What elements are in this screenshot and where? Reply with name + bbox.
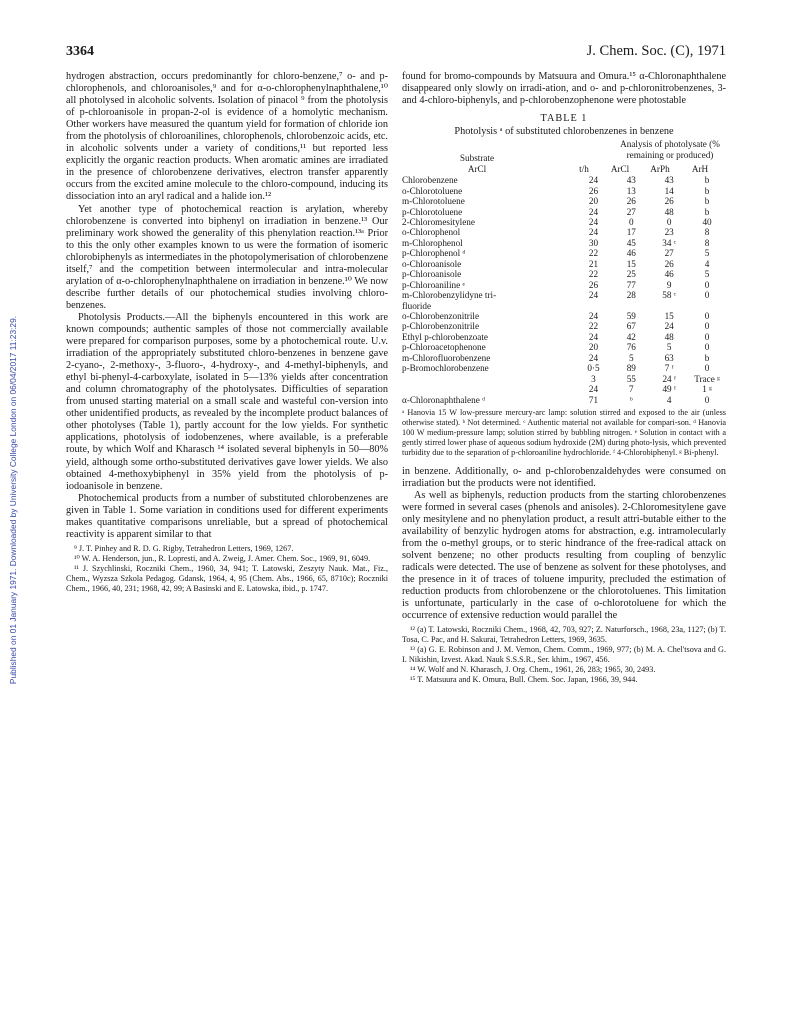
- table-row: [402, 196, 726, 206]
- table-cell-arcl: 45: [626, 237, 636, 248]
- table-cell-t: 24: [588, 290, 599, 301]
- table-cell-arh: Trace ᵍ: [694, 373, 720, 384]
- table-cell-t: 24: [588, 352, 599, 363]
- table-cell-t: 26: [588, 279, 599, 290]
- right-column: [402, 71, 726, 685]
- table-cell-t: 26: [588, 185, 599, 196]
- column-header: ArPh: [650, 164, 670, 175]
- column-header: ArH: [691, 164, 709, 175]
- table-row: [402, 374, 726, 384]
- column-header: ArCl: [610, 164, 630, 175]
- table-cell-arh: 0: [704, 321, 710, 332]
- table-cell-substrate: p-Chlorobenzonitrile: [402, 321, 480, 332]
- substrate-header: Substrate: [459, 153, 495, 164]
- table-cell-substrate: m-Chlorobenzylidyne tri-: [402, 290, 497, 301]
- paragraph: Yet another type of photochemical reaction is arylation, whereby chlorobenzene is converted into biphenyl on irradiation in benzene.¹³ Our preliminary work showed the generality of this phenylation reaction.¹³ᵃ Prior to this the only other examples known to us were the formation of isomeric chlorobiphenyls as intermediates in the photopolymerisation of chlorobenzene itself,⁷ and the competition between intermolecular and intra-molecular arylation of α-o-chlorophenylnaphthalene on irradiation in benzene.¹⁰ We now describe further details of our photochemical studies involving chloro-benzenes.: [66, 203, 388, 311]
- table-cell-arh: [688, 301, 726, 311]
- table-cell-substrate: [402, 384, 575, 394]
- table-cell-arh: 0: [704, 363, 710, 374]
- table-cell-arph: 9: [666, 279, 672, 290]
- table-cell-arcl: 46: [626, 248, 636, 259]
- footnotes: [402, 625, 726, 685]
- table-cell-substrate: o-Chlorobenzonitrile: [402, 311, 480, 322]
- table-cell-arph: 5: [666, 342, 672, 353]
- table-cell-substrate: Ethyl p-chlorobenzoate: [402, 331, 488, 342]
- table-row: [402, 248, 726, 258]
- table-cell-arph: 23: [664, 227, 674, 238]
- table-cell-substrate: [402, 374, 575, 384]
- table-cell-arh: 1 ᵍ: [702, 384, 712, 395]
- table-cell-substrate: Chlorobenzene: [402, 175, 458, 186]
- table-cell-t: 24: [588, 227, 599, 238]
- table-cell-substrate: p-Chlorotoluene: [402, 206, 463, 217]
- table-row: [402, 342, 726, 352]
- footnote: ¹² (a) T. Latowski, Roczniki Chem., 1968, 42, 703, 927; Z. Naturforsch., 1968, 23a, 1127; (b) T. Tosa, C. Pac, and H. Sakurai, Tetrahedron Letters, 1969, 3635.: [402, 625, 726, 645]
- table-cell-t: 24: [588, 384, 599, 395]
- table-row: [402, 395, 726, 405]
- table-cell-substrate: o-Chloroanisole: [402, 258, 462, 269]
- page-number: 3364: [66, 44, 94, 59]
- table-cell-substrate: m-Chlorofluorobenzene: [402, 352, 491, 363]
- table-cell-arcl: 77: [626, 279, 636, 290]
- table-cell-arh: 0: [704, 342, 710, 353]
- table-row: [402, 353, 726, 363]
- table-cell-arph: 34 ᶜ: [662, 237, 677, 248]
- paragraph-photolysis-products: Photolysis Products.—All the biphenyls encountered in this work are known compounds; authentic samples of those not commercially available were prepared for comparison purposes, some by a photochemical route. U.v. irradiation of the appropriately substituted chloro-benzenes in benzene gave 2-cyano-, 2-methoxy-, 3-fluoro-, 4-hydroxy-, and 4-methyl-biphenyls, and ethyl bi-phenyl-4-carboxylate, isolated in 5—13% yields after concentration and column chromatography of the photolysates. Difficulties of separation from unused starting material on a small scale and wasteful con-version into other unidentified products, as revealed by the incomplete product balances of other photolyses (Table 1), partly account for the low yields. For synthetic applications, photolysis of iodobenzenes, where available, is a preferable route, by which Wolf and Kharasch ¹⁴ isolated several biphenyls in 50—80% yield, although some ortho-substituted derivatives gave lower yields. We also obtained 4-methoxybiphenyl in 35% yield from the photolysis of p-iodoanisole in benzene.: [66, 311, 388, 492]
- footnotes: [66, 544, 388, 594]
- table-cell-substrate: p-Chlorophenol ᵈ: [402, 248, 466, 259]
- table-cell-arph: 48: [664, 206, 674, 217]
- table-cell-substrate: α-Chloronaphthalene ᵈ: [402, 394, 485, 405]
- table-cell-arcl: 0: [629, 216, 634, 227]
- table-cell-arcl: 28: [626, 290, 636, 301]
- table-cell-arcl: 26: [626, 196, 636, 207]
- table-cell-arh: 8: [704, 227, 710, 238]
- table-cell-t: 24: [588, 311, 599, 322]
- table-1: [402, 113, 726, 458]
- table-cell-arph: 4: [666, 394, 672, 405]
- table-cell-arcl: 5: [629, 352, 634, 363]
- journal-citation: J. Chem. Soc. (C), 1971: [586, 43, 726, 59]
- table-cell-substrate: m-Chlorotoluene: [402, 196, 465, 207]
- table-cell-arh: 4: [704, 258, 710, 269]
- table-cell-substrate: p-Chloroaniline ᵉ: [402, 279, 465, 290]
- table-cell-arh: 0: [704, 394, 710, 405]
- column-header: t/h: [579, 164, 589, 175]
- table-cell-t: 22: [588, 321, 599, 332]
- table-cell-t: 20: [588, 342, 599, 353]
- paragraph: in benzene. Additionally, o- and p-chlorobenzaldehydes were consumed on irradiation but the products were not identified.: [402, 465, 726, 489]
- table-row: [402, 269, 726, 279]
- table-cell-arh: b: [704, 206, 710, 217]
- table-footnote: ᵃ Hanovia 15 W low-pressure mercury-arc lamp: solution stirred and exposed to the air (unless otherwise stated). ᵇ Not determined. ᶜ Authentic material not available for compari-son. ᵈ Hanovia 100 W medium-pressure lamp; solution stirred by bubbling nitrogen. ᵉ Solution in contact with a gently stirred lower phase of aqueous sodium hydroxide (2M) during photo-lysis, which prevented turbidity due to the separation of p-chloroaniline hydrochloride. ᶠ 4-Chlorobiphenyl. ᵍ Bi-phenyl.: [402, 408, 726, 457]
- table-cell-arcl: 17: [626, 227, 636, 238]
- table-header: [402, 139, 726, 175]
- table-row: [402, 175, 726, 185]
- table-row: [402, 259, 726, 269]
- table-row: [402, 238, 726, 248]
- table-cell-arph: 26: [664, 196, 674, 207]
- table-cell-arph: 0: [666, 216, 672, 227]
- table-title: TABLE 1: [540, 113, 588, 125]
- table-cell-arh: 0: [704, 311, 710, 322]
- table-cell-arcl: 42: [626, 331, 636, 342]
- table-cell-arph: 43: [664, 175, 674, 186]
- table-cell-t: [575, 301, 613, 311]
- table-cell-arcl: [612, 301, 650, 311]
- table-row: [402, 186, 726, 196]
- table-row: [402, 280, 726, 290]
- table-row: [402, 207, 726, 217]
- table-cell-arh: b: [704, 352, 710, 363]
- footnote: ⁹ J. T. Pinhey and R. D. G. Rigby, Tetrahedron Letters, 1969, 1267.: [74, 543, 294, 553]
- table-cell-arcl: 13: [626, 185, 636, 196]
- table-row: [402, 301, 726, 311]
- table-cell-arph: 48: [664, 331, 674, 342]
- footnote: ¹⁵ T. Matsuura and K. Omura, Bull. Chem. Soc. Japan, 1966, 39, 944.: [410, 675, 638, 685]
- footnote: ¹³ (a) G. E. Robinson and J. M. Vernon, Chem. Comm., 1969, 977; (b) M. A. Chel'tsova and G. I. Nikishin, Izvest. Akad. Nauk S.S.S.R., Ser. khim., 1967, 456.: [402, 645, 726, 665]
- table-cell-t: 22: [588, 248, 599, 259]
- table-cell-substrate: fluoride: [402, 300, 432, 311]
- table-cell-arh: 40: [702, 216, 712, 227]
- table-cell-t: 24: [588, 331, 599, 342]
- table-cell-t: 22: [588, 269, 599, 280]
- table-cell-arh: 8: [704, 237, 710, 248]
- table-cell-arph: 7 ᶠ: [664, 363, 674, 374]
- table-row: [402, 227, 726, 237]
- table-cell-arcl: 59: [626, 311, 636, 322]
- table-caption: Photolysis ᵃ of substituted chlorobenzenes in benzene: [454, 126, 674, 138]
- table-cell-t: 20: [588, 196, 599, 207]
- table-cell-arph: 63: [664, 352, 674, 363]
- table-cell-t: 3: [591, 373, 596, 384]
- table-cell-arcl: 27: [626, 206, 636, 217]
- table-cell-substrate: m-Chlorophenol: [402, 237, 463, 248]
- table-cell-arph: 24 ᶠ: [662, 373, 676, 384]
- table-cell-substrate: 2-Chloromesitylene: [402, 216, 475, 227]
- download-note: Published on 01 January 1971. Downloaded by University College London on 06/04/2017 11:23:29.: [8, 315, 18, 685]
- table-cell-arcl: 55: [626, 373, 636, 384]
- table-cell-t: 24: [588, 216, 599, 227]
- table-cell-arcl: 15: [626, 258, 636, 269]
- table-cell-arcl: 67: [626, 321, 636, 332]
- table-cell-arph: [650, 301, 688, 311]
- table-cell-arh: 0: [704, 279, 710, 290]
- paragraph: Photochemical products from a number of substituted chlorobenzenes are given in Table 1. Some variation in conditions used for different experiments makes quantitative comparisons unreliable, but a spread of photochemical reactivity is apparent similar to that: [66, 492, 388, 540]
- table-body: [402, 175, 726, 405]
- table-cell-arcl: 7: [629, 384, 634, 395]
- table-row: [402, 290, 726, 300]
- table-cell-arph: 26: [664, 258, 674, 269]
- footnote: ¹¹ J. Szychlinski, Roczniki Chem., 1960, 34, 941; T. Latowski, Zeszyty Nauk. Mat., Fiz., Chem., Wyzsza Szkola Pedagog. Gdansk, 1964, 4, 95 (Chem. Abs., 1966, 65, 8710c); Roczniki Chem., 1966, 40, 231; 1968, 42, 99; A Basinski and E. Latowska, ibid., p. 1747.: [66, 563, 388, 593]
- table-cell-arh: 5: [704, 248, 710, 259]
- table-cell-substrate: o-Chlorotoluene: [402, 185, 463, 196]
- table-cell-t: 30: [588, 237, 599, 248]
- page-header: [66, 43, 726, 63]
- analysis-header: Analysis of photolysate (% remaining or produced): [620, 139, 720, 160]
- table-cell-arcl: 25: [626, 269, 636, 280]
- table-row: [402, 217, 726, 227]
- table-cell-arcl: ᵇ: [629, 394, 633, 405]
- table-cell-arcl: 76: [626, 342, 636, 353]
- table-cell-substrate: p-Chloroanisole: [402, 269, 462, 280]
- table-cell-arh: b: [704, 196, 710, 207]
- table-cell-t: 21: [588, 258, 599, 269]
- column-header: ArCl: [467, 164, 487, 175]
- table-cell-arph: 58 ᶜ: [662, 290, 677, 301]
- table-row: [402, 363, 726, 373]
- table-cell-arh: b: [704, 185, 710, 196]
- footnote: ¹⁴ W. Wolf and N. Kharasch, J. Org. Chem., 1961, 26, 283; 1965, 30, 2493.: [410, 665, 656, 675]
- download-watermark: [0, 150, 26, 850]
- table-cell-substrate: p-Chloroacetophenone: [402, 342, 486, 353]
- table-row: [402, 311, 726, 321]
- table-row: [402, 384, 726, 394]
- table-cell-arph: 46: [664, 269, 674, 280]
- table-cell-arph: 15: [664, 311, 674, 322]
- table-row: [402, 332, 726, 342]
- table-cell-t: 24: [588, 175, 599, 186]
- paragraph: hydrogen abstraction, occurs predominantly for chloro-benzene,⁷ o- and p-chlorophenols, and chloroanisoles,⁹ and for α-o-chlorophenylnaphthalene,¹⁰ all photolysed in alcoholic solvents. Isolation of pinacol ⁹ from the photolysis of p-chloroanisole in propan-2-ol is evidence of a homolytic mechanism. Other workers have measured the quantum yield for formation of chloride ion from the photolysis of chloroanilines, chlorophenols, chlorobenzoic acids, etc. in alcoholic solvents under a variety of conditions,¹¹ but reported less explicitly the organic reaction products. When aromatic amines are irradiated in the presence of chlorobenzene derivatives, electron transfer apparently occurs from the excited amine molecule to the chloro-compound, inducing its dissociation into an aryl radical and a halide ion.¹²: [66, 71, 388, 203]
- table-row: [402, 321, 726, 331]
- table-cell-arph: 14: [664, 185, 674, 196]
- table-cell-substrate: p-Bromochlorobenzene: [402, 363, 489, 374]
- table-cell-t: 71: [588, 394, 599, 405]
- left-column: [66, 71, 388, 594]
- table-cell-arcl: 89: [626, 363, 636, 374]
- footnote: ¹⁰ W. A. Henderson, jun., R. Lopresti, and A. Zweig, J. Amer. Chem. Soc., 1969, 91, 6049.: [74, 553, 371, 563]
- table-cell-substrate: o-Chlorophenol: [402, 227, 461, 238]
- table-cell-arh: 5: [704, 269, 710, 280]
- paragraph: found for bromo-compounds by Matsuura and Omura.¹⁵ α-Chloronaphthalene disappeared only slowly on irradi-ation, and o- and p-chloronitrobenzenes, 3- and 4-chloro-biphenyls, and p-chlorobenzophenone were photostable: [402, 71, 726, 107]
- table-cell-arcl: 43: [626, 175, 636, 186]
- table-cell-arh: b: [704, 175, 710, 186]
- table-cell-arph: 24: [664, 321, 674, 332]
- paragraph: As well as biphenyls, reduction products from the starting chlorobenzenes were formed in several cases (phenols and anisoles). 2-Chloromesitylene gave only mesitylene and no phenylation product, a result attri-butable either to the availability of benzylic hydrogen atoms for abstraction, e.g. intramolecularly from the o-methyl groups, or to steric hindrance of the free-radical attack on solvent benzene; no other products resulting from coupling of benzylic radicals were detected. The use of benzene as solvent for these photolyses, and the presence in it of traces of toluene impurity, precluded the estimation of reduction products from chlorobenzene or the chlorotoluenes. This limitation is unfortunate, particularly in the case of o-chlorotoluene for which the occurrence of extensive reduction would parallel the: [402, 489, 726, 622]
- table-cell-arph: 49 ᶠ: [662, 384, 676, 395]
- table-cell-arh: 0: [704, 331, 710, 342]
- table-cell-arh: 0: [704, 290, 710, 301]
- table-cell-t: 24: [588, 206, 599, 217]
- table-cell-t: 0·5: [587, 363, 600, 374]
- table-cell-arph: 27: [664, 248, 674, 259]
